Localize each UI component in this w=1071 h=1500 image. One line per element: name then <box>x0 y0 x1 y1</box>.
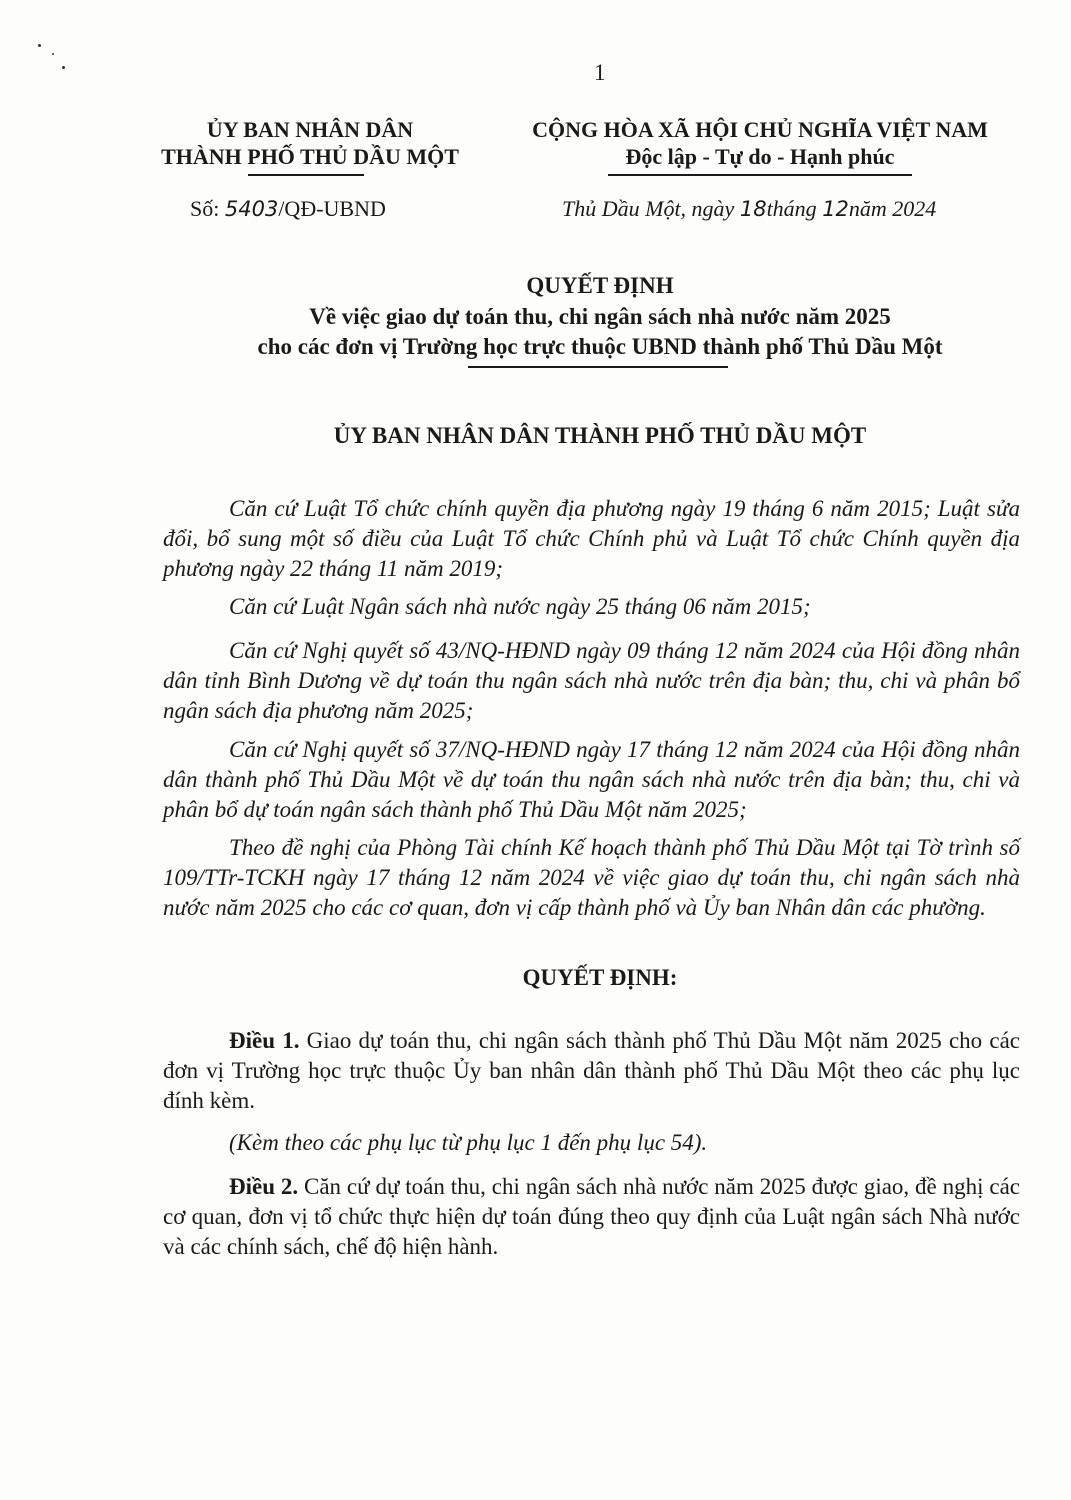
decision-subject-line1: Về việc giao dự toán thu, chi ngân sách nhà nước năm 2025 <box>309 304 891 329</box>
preamble-clause-5 <box>163 833 1020 923</box>
article-1-note-text: (Kèm theo các phụ lục từ phụ lục 1 đến phụ lục 54). <box>229 1130 708 1155</box>
date-year-label: năm 2024 <box>848 196 937 221</box>
date-month-label: tháng <box>766 196 823 221</box>
page-number: 1 <box>594 60 606 85</box>
article-2-text: Căn cứ dự toán thu, chi ngân sách nhà nước năm 2025 được giao, đề nghị các cơ quan, đơn vị tổ chức thực hiện dự toán đúng theo quy định của Luật ngân sách Nhà nước và các chính sách, chế độ hiện hành. <box>163 1174 1020 1259</box>
issuer-heading: ỦY BAN NHÂN DÂN THÀNH PHỐ THỦ DẦU MỘT <box>333 423 867 448</box>
preamble-clause-4 <box>163 735 1020 825</box>
national-motto: Độc lập - Tự do - Hạnh phúc <box>625 144 895 169</box>
date-month-handwritten: 12 <box>822 197 849 221</box>
motto-underline <box>608 174 912 176</box>
preamble-clause-1 <box>163 494 1020 584</box>
preamble-clause-2-text: Căn cứ Luật Ngân sách nhà nước ngày 25 tháng 06 năm 2015; <box>229 594 811 619</box>
article-2 <box>163 1172 1020 1262</box>
decision-heading: QUYẾT ĐỊNH: <box>522 965 678 990</box>
date-day-handwritten: 18 <box>739 197 767 221</box>
article-1 <box>163 1026 1020 1116</box>
agency-name-line2: THÀNH PHỐ THỦ DẦU MỘT <box>161 144 459 169</box>
preamble-clause-4-text: Căn cứ Nghị quyết số 37/NQ-HĐND ngày 17 tháng 12 năm 2024 của Hội đồng nhân dân thành phố Thủ Dầu Một về dự toán thu ngân sách nhà nước trên địa bàn; thu, chi và phân bổ dự toán ngân sách thành phố Thủ Dầu Một năm 2025; <box>163 737 1020 822</box>
place-date-prefix: Thủ Dầu Một, ngày <box>562 196 740 221</box>
article-1-note <box>163 1128 1020 1158</box>
decision-title: QUYẾT ĐỊNH <box>526 273 674 298</box>
document-number <box>190 196 386 222</box>
place-date <box>562 196 936 222</box>
document-number-handwritten: 5403 <box>224 197 279 221</box>
agency-name-line1: ỦY BAN NHÂN DÂN <box>206 117 414 142</box>
agency-underline <box>248 174 364 176</box>
decision-subject-line2: cho các đơn vị Trường học trực thuộc UBND thành phố Thủ Dầu Một <box>257 334 943 359</box>
article-1-label: Điều 1. <box>229 1028 300 1053</box>
preamble-clause-5-text: Theo đề nghị của Phòng Tài chính Kế hoạch thành phố Thủ Dầu Một tại Tờ trình số 109/TTr-TCKH ngày 17 tháng 12 năm 2024 về việc giao dự toán thu, chi ngân sách nhà nước năm 2025 cho các cơ quan, đơn vị cấp thành phố và Ủy ban Nhân dân các phường. <box>163 835 1020 920</box>
preamble-clause-3 <box>163 636 1020 726</box>
national-title: CỘNG HÒA XÃ HỘI CHỦ NGHĨA VIỆT NAM <box>532 117 988 142</box>
scan-speck <box>52 53 54 55</box>
article-1-text: Giao dự toán thu, chi ngân sách thành phố Thủ Dầu Một năm 2025 cho các đơn vị Trường học trực thuộc Ủy ban nhân dân thành phố Thủ Dầu Một theo các phụ lục đính kèm. <box>163 1028 1020 1113</box>
preamble-clause-1-text: Căn cứ Luật Tổ chức chính quyền địa phương ngày 19 tháng 6 năm 2015; Luật sửa đổi, bổ sung một số điều của Luật Tổ chức Chính phủ và Luật Tổ chức Chính quyền địa phương ngày 22 tháng 11 năm 2019; <box>163 496 1020 581</box>
preamble-clause-3-text: Căn cứ Nghị quyết số 43/NQ-HĐND ngày 09 tháng 12 năm 2024 của Hội đồng nhân dân tỉnh Bình Dương về dự toán thu ngân sách nhà nước trên địa bàn; thu, chi và phân bổ ngân sách địa phương năm 2025; <box>163 638 1020 723</box>
title-underline <box>468 366 728 368</box>
article-2-label: Điều 2. <box>229 1174 299 1199</box>
scan-speck <box>62 66 65 69</box>
preamble-clause-2 <box>163 592 1020 622</box>
document-number-suffix: /QĐ-UBND <box>278 196 386 221</box>
scan-speck <box>38 44 41 47</box>
document-number-prefix: Số: <box>190 196 225 221</box>
